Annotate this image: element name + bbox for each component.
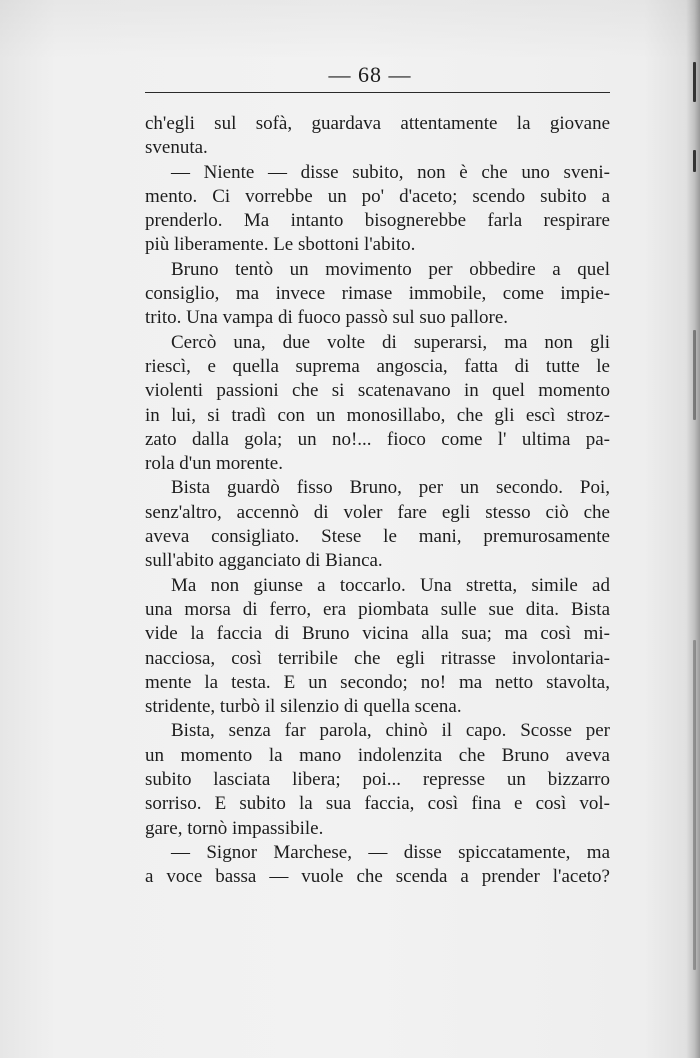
text-line: nacciosa, così terribile che egli ritrasse involontaria-: [145, 647, 610, 669]
page-shadow: [0, 0, 700, 60]
text-line: stridente, turbò il silenzio di quella scena.: [145, 696, 462, 718]
header-rule: [145, 92, 610, 93]
text-line: riescì, e quella suprema angoscia, fatta di tutte le: [145, 355, 610, 377]
text-line: subito lasciata libera; poi... represse un bizzarro: [145, 769, 610, 791]
text-line: mento. Ci vorrebbe un po' d'aceto; scendo subito a: [145, 185, 610, 207]
text-line: rola d'un morente.: [145, 453, 283, 475]
text-line: più liberamente. Le sbottoni l'abito.: [145, 234, 416, 256]
text-line: gare, tornò impassibile.: [145, 817, 324, 839]
edge-mark: [693, 150, 696, 172]
text-line: ch'egli sul sofà, guardava attentamente la giovane: [145, 113, 610, 134]
text-line: a voce bassa — vuole che scenda a prender l'aceto?: [145, 866, 610, 888]
text-line: Cercò una, due volte di superarsi, ma non gli: [171, 331, 610, 353]
text-line: Ma non giunse a toccarlo. Una stretta, simile ad: [171, 574, 610, 596]
text-line: Bista, senza far parola, chinò il capo. Scosse per: [171, 720, 610, 742]
edge-mark: [693, 640, 696, 970]
text-line: una morsa di ferro, era piombata sulle sue dita. Bista: [145, 598, 610, 620]
text-line: un momento la mano indolenzita che Bruno aveva: [145, 744, 610, 766]
text-line: violenti passioni che si scatenavano in quel momento: [145, 380, 610, 402]
text-line: in lui, si tradì con un monosillabo, che gli escì stroz-: [145, 404, 610, 426]
page-number: — 68 —: [328, 62, 412, 87]
text-line: Bruno tentò un movimento per obbedire a quel: [171, 258, 610, 280]
text-line: zato dalla gola; un no!... fioco come l' ultima pa-: [145, 428, 610, 450]
text-line: — Signor Marchese, — disse spiccatamente, ma: [171, 841, 610, 863]
text-line: senz'altro, accennò di voler fare egli stesso ciò che: [145, 501, 610, 523]
text-line: mente la testa. E un secondo; no! ma netto stavolta,: [145, 671, 610, 693]
text-line: svenuta.: [145, 137, 208, 159]
text-line: consiglio, ma invece rimase immobile, come impie-: [145, 283, 610, 305]
body-text: [145, 112, 610, 890]
text-line: trito. Una vampa di fuoco passò sul suo pallore.: [145, 307, 509, 329]
text-line: Bista guardò fisso Bruno, per un secondo. Poi,: [171, 477, 610, 499]
text-line: sorriso. E subito la sua faccia, così fina e così vol-: [145, 793, 610, 815]
text-line: vide la faccia di Bruno vicina alla sua; ma così mi-: [145, 623, 610, 645]
text-line: aveva consigliato. Stese le mani, premurosamente: [145, 526, 610, 548]
edge-mark: [693, 330, 696, 420]
text-line: sull'abito agganciato di Bianca.: [145, 550, 383, 572]
text-line: prenderlo. Ma intanto bisognerebbe farla respirare: [145, 210, 610, 232]
text-line: — Niente — disse subito, non è che uno sveni-: [171, 161, 610, 183]
